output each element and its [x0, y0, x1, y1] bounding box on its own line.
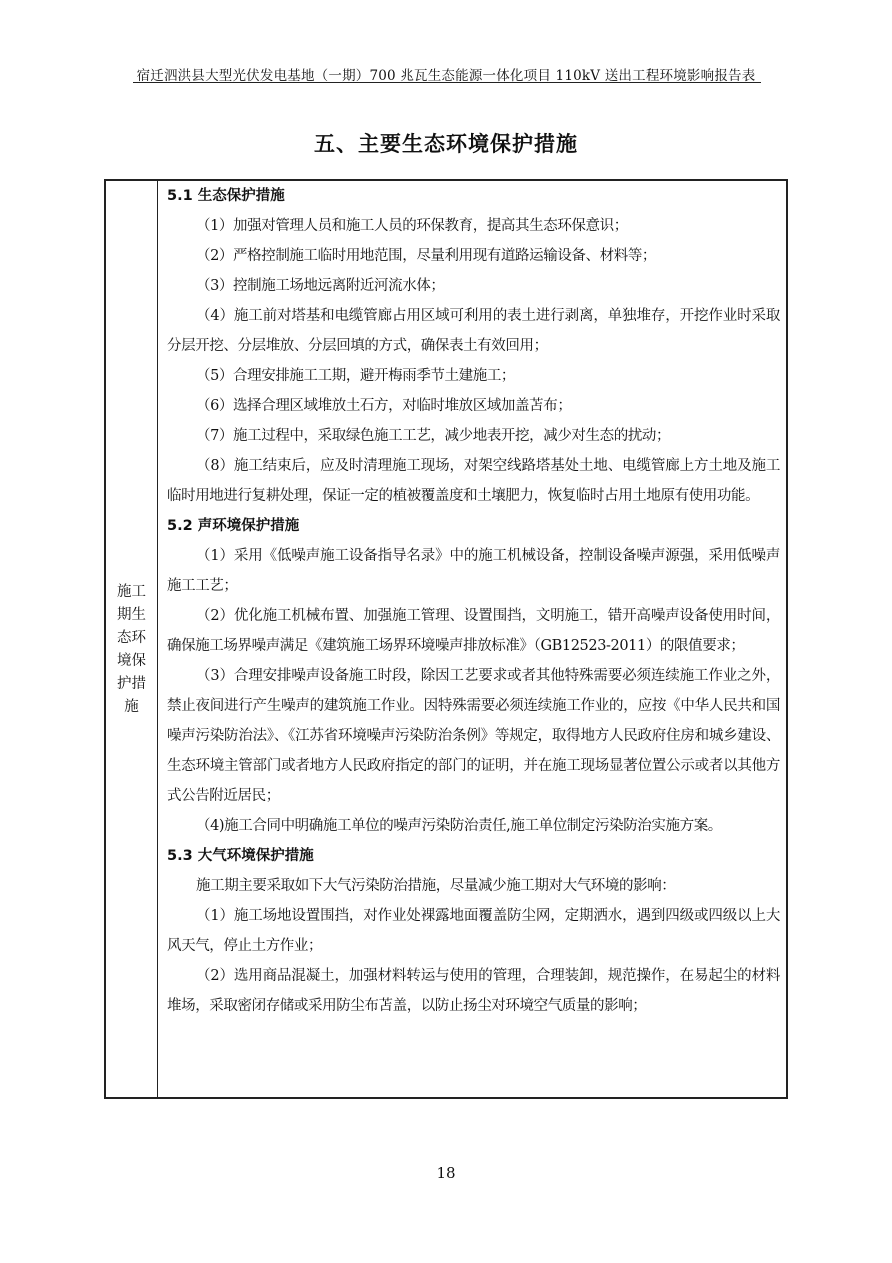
header-rule [133, 82, 761, 83]
measures-content [158, 181, 786, 1021]
paragraph: 施工期主要采取如下大气污染防治措施，尽量减少施工期对大气环境的影响： [196, 878, 676, 894]
row-label-line: 护措 [117, 676, 146, 692]
paragraph: （2）严格控制施工临时用地范围，尽量利用现有道路运输设备、材料等； [196, 248, 657, 264]
row-label-line: 境保 [117, 653, 146, 669]
measures-table [104, 179, 788, 1099]
paragraph: （3）合理安排噪声设备施工时段，除因工艺要求或者其他特殊需要必须连续施工作业之外，禁止夜间进行产生噪声的建筑施工作业。因特殊需要必须连续施工作业的，应按《中华人民共和国噪声污染防治法》、《江苏省环境噪声污染防治条例》等规定，取得地方人民政府住房和城乡建设、生态环境主管部门或者地方人民政府指定的部门的证明，并在施工现场显著位置公示或者以其他方式公告附近居民； [167, 668, 780, 804]
paragraph: （1）采用《低噪声施工设备指导名录》中的施工机械设备，控制设备噪声源强，采用低噪声施工工艺； [167, 548, 780, 594]
paragraph: （1）施工场地设置围挡，对作业处裸露地面覆盖防尘网，定期洒水，遇到四级或四级以上大风天气，停止土方作业； [167, 908, 780, 954]
paragraph: （2）选用商品混凝土，加强材料转运与使用的管理，合理装卸，规范操作，在易起尘的材料堆场，采取密闭存储或采用防尘布苫盖，以防止扬尘对环境空气质量的影响； [167, 968, 780, 1014]
paragraph: （3）控制施工场地远离附近河流水体； [196, 278, 445, 294]
paragraph: （4)施工合同中明确施工单位的噪声污染防治责任,施工单位制定污染防治实施方案。 [196, 818, 722, 834]
paragraph: （4）施工前对塔基和电缆管廊占用区域可利用的表土进行剥离，单独堆存，开挖作业时采取分层开挖、分层堆放、分层回填的方式，确保表土有效回用； [167, 308, 780, 354]
paragraph: （1）加强对管理人员和施工人员的环保教育，提高其生态环保意识； [196, 218, 628, 234]
section-title-air: 5.3 大气环境保护措施 [167, 848, 314, 864]
row-label-construction-period [106, 581, 157, 719]
paragraph: （2）优化施工机械布置、加强施工管理、设置围挡，文明施工，错开高噪声设备使用时间，确保施工场界噪声满足《建筑施工场界环境噪声排放标准》（GB12523-2011）的限值要求； [167, 608, 780, 654]
paragraph: （5）合理安排施工工期，避开梅雨季节土建施工； [196, 368, 516, 384]
row-label-line: 期生 [117, 607, 146, 623]
section-title-noise: 5.2 声环境保护措施 [167, 518, 300, 534]
page-title: 五、主要生态环境保护措施 [314, 132, 578, 156]
paragraph: （6）选择合理区域堆放土石方，对临时堆放区域加盖苫布； [196, 398, 572, 414]
section-title-ecology: 5.1 生态保护措施 [167, 188, 285, 204]
paragraph: （8）施工结束后，应及时清理施工现场，对架空线路塔基处土地、电缆管廊上方土地及施工临时用地进行复耕处理，保证一定的植被覆盖度和土壤肥力，恢复临时占用土地原有使用功能。 [167, 458, 780, 504]
document-header: 宿迁泗洪县大型光伏发电基地（一期）700 兆瓦生态能源一体化项目 110kV 送出工程环境影响报告表 [136, 68, 756, 84]
row-label-line: 态环 [117, 630, 146, 646]
paragraph: （7）施工过程中，采取绿色施工工艺，减少地表开挖，减少对生态的扰动； [196, 428, 671, 444]
page-number: 18 [436, 1164, 456, 1182]
row-label-line: 施 [124, 699, 139, 715]
row-label-line: 施工 [117, 584, 146, 600]
